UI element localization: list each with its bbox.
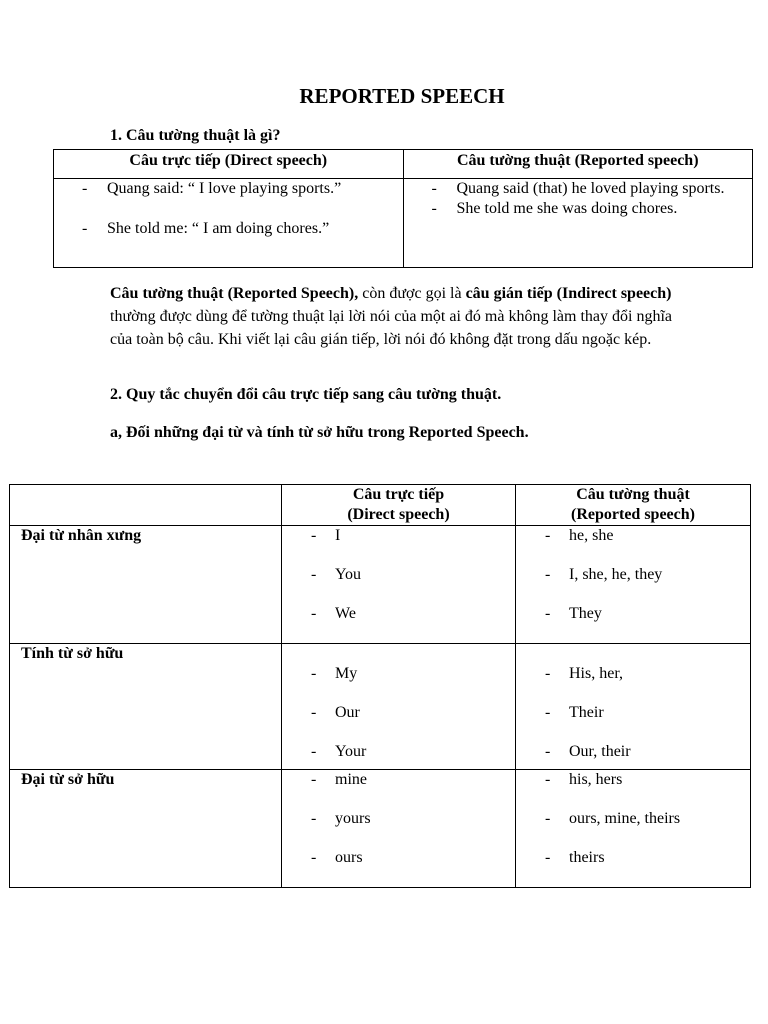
row-label: Tính từ sở hữu (10, 644, 282, 770)
example-text: She told me: “ I am doing chores.” (107, 220, 330, 237)
table-header-empty (10, 485, 282, 526)
list-item (404, 179, 753, 199)
header-line: Câu tường thuật (576, 486, 690, 503)
example-text: Quang said (that) he loved playing sports. (456, 180, 725, 197)
bullet-dash: - (311, 566, 317, 583)
list-item (516, 604, 750, 643)
bold-term: Câu tường thuật (Reported Speech), (110, 285, 359, 302)
reported-cell (516, 526, 751, 644)
list-item (516, 770, 750, 809)
example-text: She told me she was doing chores. (456, 200, 678, 217)
bullet-dash: - (82, 180, 88, 197)
list-item (516, 703, 750, 742)
item-text: mine (335, 771, 367, 788)
list-item (516, 526, 750, 565)
bullet-dash: - (545, 605, 551, 622)
bullet-dash: - (311, 771, 317, 788)
table-header-direct (282, 485, 516, 526)
item-text: Our, their (569, 743, 631, 760)
item-text: My (335, 665, 358, 682)
bullet-dash: - (545, 665, 551, 682)
bullet-dash: - (545, 527, 551, 544)
direct-examples-cell (54, 179, 404, 268)
list-item (404, 199, 753, 219)
direct-cell (282, 644, 516, 770)
list-item (516, 848, 750, 887)
item-text: Our (335, 704, 360, 721)
bullet-dash: - (431, 180, 437, 197)
table-header-direct: Câu trực tiếp (Direct speech) (54, 150, 404, 179)
list-item (282, 770, 515, 809)
page-title: REPORTED SPEECH (299, 84, 505, 108)
header-line: (Reported speech) (571, 506, 695, 523)
bullet-dash: - (82, 220, 88, 237)
reported-cell (516, 770, 751, 888)
item-text: I, she, he, they (569, 566, 663, 583)
definition-paragraph (110, 282, 690, 351)
row-label: Đại từ nhân xưng (10, 526, 282, 644)
section-heading-1: 1. Câu tường thuật là gì? (110, 127, 281, 144)
direct-cell (282, 770, 516, 888)
row-label: Đại từ sở hữu (10, 770, 282, 888)
list-item (516, 664, 750, 703)
item-text: You (335, 566, 361, 583)
section-heading-2a: a, Đối những đại từ và tính từ sở hữu trong Reported Speech. (110, 424, 529, 441)
item-text: he, she (569, 527, 614, 544)
item-text: ours, mine, theirs (569, 810, 681, 827)
paragraph-text: thường được dùng để tường thuật lại lời nói của một ai đó mà không làm thay đổi nghĩa của toàn bộ câu. Khi viết lại câu gián tiếp, lời nói đó không đặt trong dấu ngoặc kép. (110, 308, 672, 348)
table-header-reported: Câu tường thuật (Reported speech) (403, 150, 753, 179)
bullet-dash: - (311, 665, 317, 682)
section-heading-2: 2. Quy tắc chuyển đổi câu trực tiếp sang câu tường thuật. (110, 386, 502, 403)
list-item (516, 809, 750, 848)
list-item (282, 604, 515, 643)
item-text: his, hers (569, 771, 623, 788)
table-header-reported (516, 485, 751, 526)
item-text: They (569, 605, 602, 622)
item-text: Their (569, 704, 604, 721)
item-text: theirs (569, 849, 605, 866)
bold-term: câu gián tiếp (Indirect speech) (465, 285, 672, 302)
list-item (282, 809, 515, 848)
item-text: yours (335, 810, 371, 827)
example-text: Quang said: “ I love playing sports.” (107, 180, 342, 197)
pronoun-table (9, 484, 751, 888)
bullet-dash: - (311, 743, 317, 760)
bullet-dash: - (311, 704, 317, 721)
paragraph-text: còn được gọi là (358, 285, 466, 302)
item-text: Your (335, 743, 367, 760)
bullet-dash: - (311, 810, 317, 827)
list-item (282, 848, 515, 887)
list-item (282, 742, 515, 764)
comparison-table (53, 149, 753, 268)
list-item (282, 703, 515, 742)
list-item (54, 179, 403, 199)
list-item (282, 664, 515, 703)
list-item (282, 526, 515, 565)
bullet-dash: - (545, 566, 551, 583)
bullet-dash: - (545, 704, 551, 721)
item-text: His, her, (569, 665, 624, 682)
bullet-dash: - (545, 743, 551, 760)
item-text: We (335, 605, 356, 622)
bullet-dash: - (431, 200, 437, 217)
item-text: I (335, 527, 341, 544)
reported-examples-cell (403, 179, 753, 268)
reported-cell (516, 644, 751, 770)
bullet-dash: - (311, 605, 317, 622)
list-item (516, 565, 750, 604)
bullet-dash: - (545, 810, 551, 827)
bullet-dash: - (311, 849, 317, 866)
header-line: (Direct speech) (347, 506, 450, 523)
list-item (54, 219, 403, 239)
item-text: ours (335, 849, 363, 866)
direct-cell (282, 526, 516, 644)
bullet-dash: - (545, 771, 551, 788)
header-line: Câu trực tiếp (352, 486, 445, 503)
list-item (282, 565, 515, 604)
list-item (516, 742, 750, 764)
bullet-dash: - (545, 849, 551, 866)
bullet-dash: - (311, 527, 317, 544)
